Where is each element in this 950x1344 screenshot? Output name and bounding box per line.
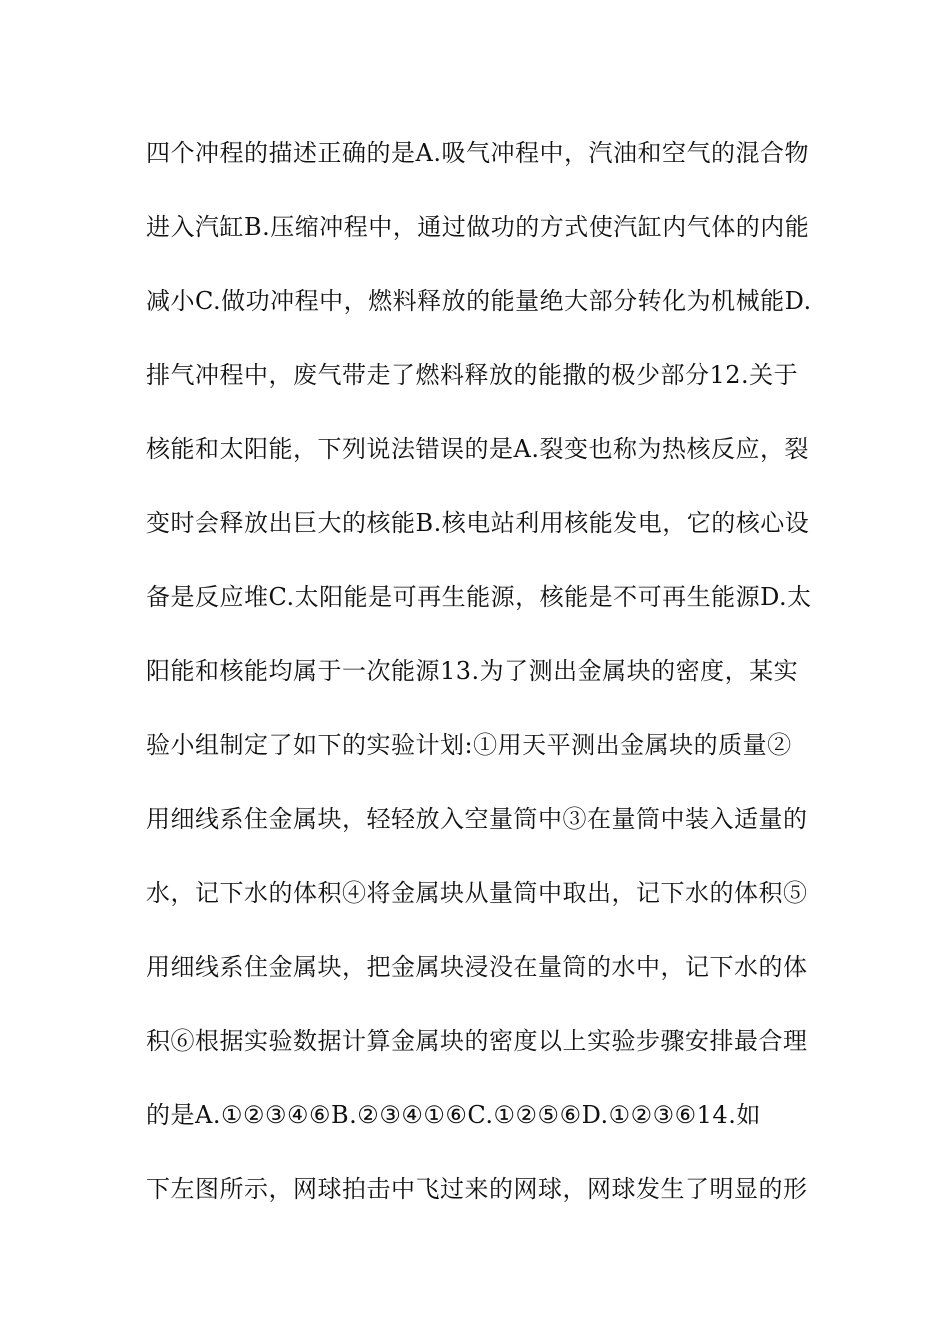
- text-line: 进入汽缸B.压缩冲程中，通过做功的方式使汽缸内气体的内能: [146, 213, 810, 241]
- text-line: 下左图所示，网球拍击中飞过来的网球，网球发生了明显的形: [146, 1175, 808, 1203]
- text-line: 四个冲程的描述正确的是A.吸气冲程中，汽油和空气的混合物: [146, 139, 809, 167]
- text-line: 用细线系住金属块，轻轻放入空量筒中③在量筒中装入适量的: [146, 805, 808, 833]
- text-line: 的是A.①②③④⑥B.②③④①⑥C.①②⑤⑥D.①②③⑥14.如: [146, 1101, 761, 1129]
- text-line: 备是反应堆C.太阳能是可再生能源，核能是不可再生能源D.太: [146, 583, 812, 611]
- text-line: 积⑥根据实验数据计算金属块的密度以上实验步骤安排最合理: [146, 1027, 808, 1055]
- text-line: 减小C.做功冲程中，燃料释放的能量绝大部分转化为机械能D.: [146, 287, 812, 315]
- text-line: 验小组制定了如下的实验计划:①用天平测出金属块的质量②: [146, 731, 792, 759]
- text-line: 变时会释放出巨大的核能B.核电站利用核能发电，它的核心设: [146, 509, 810, 537]
- document-body-text: [146, 123, 812, 1233]
- text-line: 核能和太阳能，下列说法错误的是A.裂变也称为热核反应，裂: [146, 435, 809, 463]
- text-line: 阳能和核能均属于一次能源13.为了测出金属块的密度，某实: [146, 657, 799, 685]
- text-line: 水，记下水的体积④将金属块从量筒中取出，记下水的体积⑤: [146, 879, 808, 907]
- text-line: 排气冲程中，废气带走了燃料释放的能撒的极少部分12.关于: [146, 361, 799, 389]
- text-line: 用细线系住金属块，把金属块浸没在量筒的水中，记下水的体: [146, 953, 808, 981]
